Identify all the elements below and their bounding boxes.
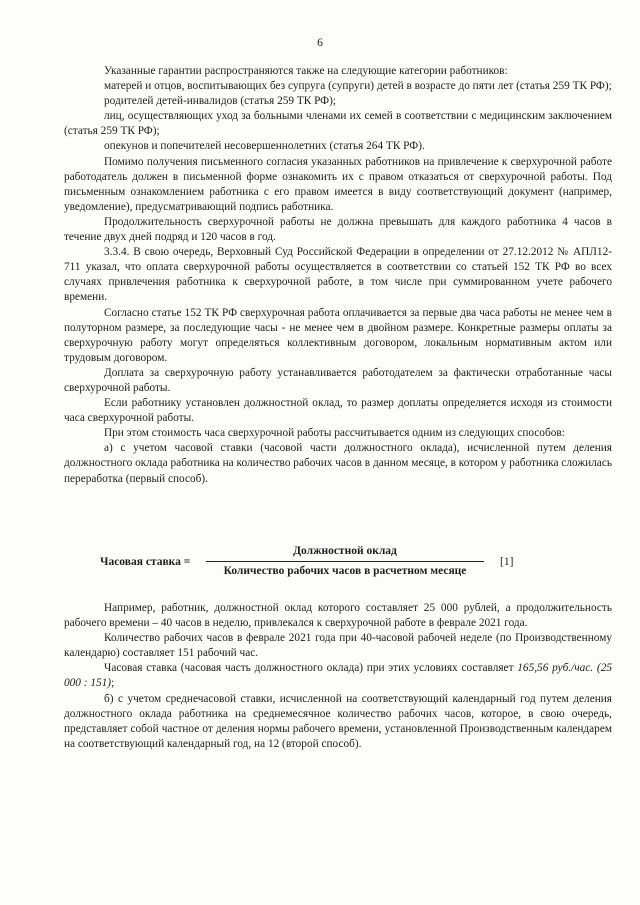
paragraph-lead: Часовая ставка (часовая часть должностного оклада) при этих условиях составляет [104, 662, 518, 675]
paragraph: 3.3.4. В свою очередь, Верховный Суд Российской Федерации в определении от 27.12.2012 № АПЛ12-711 указал, что оплата сверхурочной работы осуществляется в соответствии со статьей 152 ТК РФ во всех случаях привлечения работника к сверхурочной работе, в том числе при суммированном учете рабочего времени. [64, 246, 612, 304]
paragraph: При этом стоимость часа сверхурочной работы рассчитывается одним из следующих способов: [104, 427, 565, 440]
paragraph: Если работнику установлен должностной оклад, то размер доплаты определяется исходя из стоимости часа сверхурочной работы. [64, 397, 612, 425]
paragraph: б) с учетом среднечасовой ставки, исчисленной на соответствующий календарный год путем деления должностного оклада работника на среднемесячное количество рабочих часов, которое, в свою очередь, представляет собой частное от деления нормы рабочего времени, установленной Производственным календарем на соответствующий календарный год, на 12 (второй способ). [64, 692, 612, 750]
paragraph: родителей детей-инвалидов (статья 259 ТК РФ); [104, 95, 337, 108]
formula-denominator: Количество рабочих часов в расчетном месяце [223, 565, 467, 578]
paragraph: Количество рабочих часов в феврале 2021 года при 40-часовой рабочей неделе (по Производственному календарю) составляет 151 рабочий час. [64, 632, 612, 660]
paragraph [64, 661, 612, 691]
formula-number: [1] [500, 556, 514, 568]
body-text-bottom [64, 601, 612, 752]
paragraph: Продолжительность сверхурочной работы не должна превышать для каждого работника 4 часов в течение двух дней подряд и 120 часов в год. [64, 215, 612, 244]
calculation-example: 165,56 руб./час. (25 000 : 151) [64, 662, 612, 690]
paragraph: матерей и отцов, воспитывающих без супруга (супруги) детей в возрасте до пяти лет (статья 259 ТК РФ); [104, 80, 612, 93]
formula-numerator: Должностной оклад [206, 544, 484, 562]
paragraph-tail: ; [111, 677, 115, 690]
body-text-top [64, 64, 612, 487]
paragraph: лиц, осуществляющих уход за больными членами их семей в соответствии с медицинским заключением (статья 259 ТК РФ); [64, 110, 612, 138]
paragraph: опекунов и попечителей несовершеннолетних (статья 264 ТК РФ). [104, 140, 425, 153]
paragraph: Указанные гарантии распространяются также на следующие категории работников: [104, 65, 508, 77]
paragraph: Доплата за сверхурочную работу устанавливается работодателем за фактически отработанные часы сверхурочной работы. [64, 366, 612, 394]
paragraph: Помимо получения письменного согласия указанных работников на привлечение к сверхурочной работе работодатель должен в письменной форме ознакомить их с правом отказаться от сверхурочной работы. Под письменным ознакомлением работника с его правом имеется в виду соответствующий документ (например, уведомление), предусматривающий подпись работника. [64, 155, 612, 213]
paragraph: а) с учетом часовой ставки (часовой части должностного оклада), исчисленной путем деления должностного оклада работника на количество рабочих часов в данном месяце, в котором у работника сложилась переработка (первый способ). [64, 442, 612, 485]
paragraph: Например, работник, должностной оклад которого составляет 25 000 рублей, а продолжительность рабочего времени – 40 часов в неделю, привлекался к сверхурочной работе в феврале 2021 года. [64, 602, 612, 630]
hourly-rate-formula [100, 544, 530, 580]
page-number: 6 [317, 37, 323, 49]
formula-lhs: Часовая ставка = [100, 556, 191, 568]
formula-fraction [206, 544, 484, 579]
paragraph: Согласно статье 152 ТК РФ сверхурочная работа оплачивается за первые два часа работы не менее чем в полуторном размере, за последующие часы - не менее чем в двойном размере. Конкретные размеры оплаты за сверхурочную работу могут определяться коллективным договором, локальным нормативным актом или трудовым договором. [64, 306, 612, 364]
